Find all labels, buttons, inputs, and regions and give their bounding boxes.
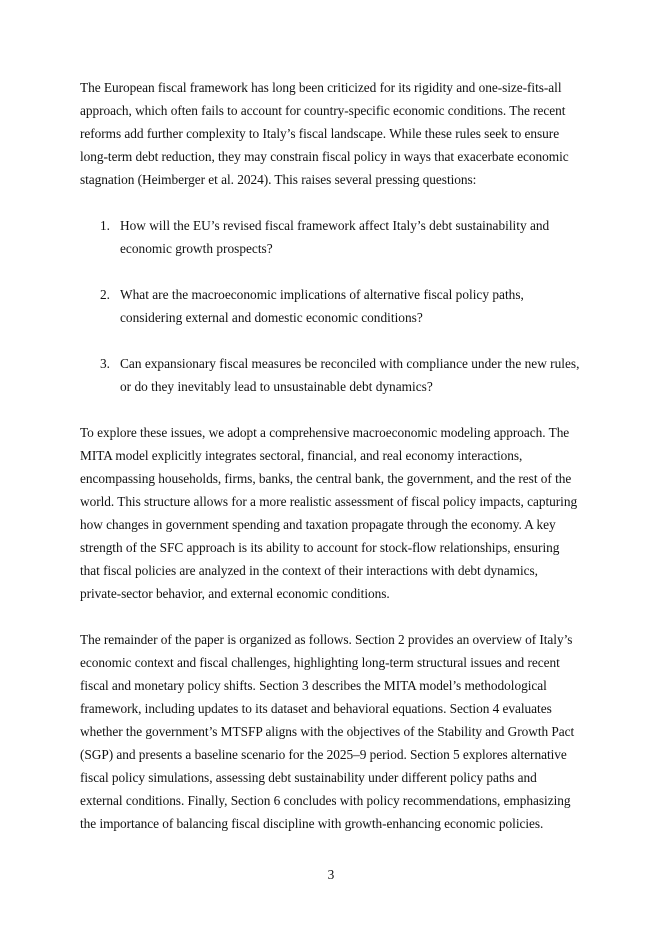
- list-item: [80, 214, 582, 260]
- list-item-number: 1.: [100, 218, 111, 233]
- list-item-text: What are the macroeconomic implications of alternative fiscal policy paths, considering external and domestic economic conditions?: [120, 287, 524, 325]
- page-number: 3: [327, 867, 335, 882]
- list-item: [80, 352, 582, 398]
- list-item-text: How will the EU’s revised fiscal framework affect Italy’s debt sustainability and economic growth prospects?: [120, 218, 550, 256]
- list-item: [80, 283, 582, 329]
- list-item-number: 3.: [100, 356, 111, 371]
- outline-paragraph: The remainder of the paper is organized as follows. Section 2 provides an overview of Italy’s economic context and fiscal challenges, highlighting long-term structural issues and recent fiscal and monetary policy shifts. Section 3 describes the MITA model’s methodological framework, including updates to its dataset and behavioral equations. Section 4 evaluates whether the government’s MTSFP aligns with the objectives of the Stability and Growth Pact (SGP) and presents a baseline scenario for the 2025–9 period. Section 5 explores alternative fiscal policy simulations, assessing debt sustainability under different policy paths and external conditions. Finally, Section 6 concludes with policy recommendations, emphasizing the importance of balancing fiscal discipline with growth-enhancing economic policies.: [80, 632, 575, 831]
- intro-paragraph: The European fiscal framework has long been criticized for its rigidity and one-size-fits-all approach, which often fails to account for country-specific economic conditions. The recent reforms add further complexity to Italy’s fiscal landscape. While these rules seek to ensure long-term debt reduction, they may constrain fiscal policy in ways that exacerbate economic stagnation (Heimberger et al. 2024). This raises several pressing questions:: [80, 80, 569, 187]
- questions-list: [80, 214, 582, 398]
- page-body: [80, 76, 582, 835]
- list-item-number: 2.: [100, 287, 111, 302]
- approach-paragraph: To explore these issues, we adopt a comprehensive macroeconomic modeling approach. The MITA model explicitly integrates sectoral, financial, and real economy interactions, encompassing households, firms, banks, the central bank, the government, and the rest of the world. This structure allows for a more realistic assessment of fiscal policy impacts, capturing how changes in government spending and taxation propagate through the economy. A key strength of the SFC approach is its ability to account for stock-flow relationships, ensuring that fiscal policies are analyzed in the context of their interactions with debt dynamics, private-sector behavior, and external economic conditions.: [80, 425, 578, 601]
- list-item-text: Can expansionary fiscal measures be reconciled with compliance under the new rules, or do they inevitably lead to unsustainable debt dynamics?: [120, 356, 580, 394]
